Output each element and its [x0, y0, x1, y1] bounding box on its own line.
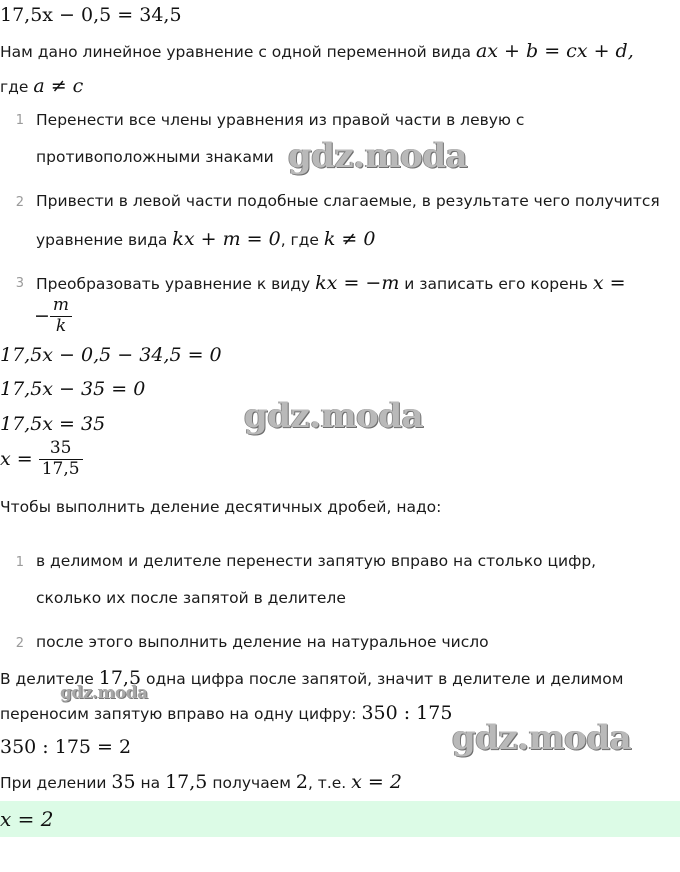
step-2-line-2 [36, 228, 375, 250]
header-equation: 17,5x − 0,5 = 34,5 [0, 4, 182, 26]
answer-box [0, 801, 680, 837]
explanation-math-2: 350 : 175 [361, 702, 453, 724]
step-2-math-a: kx + m = 0 [172, 228, 281, 250]
intro-line-1 [0, 40, 634, 62]
conclusion-text-b: на [135, 774, 166, 792]
watermark: gdz.moda [244, 396, 424, 436]
step-3-text-b: и записать его корень [399, 275, 593, 293]
division-step-1-line-1: в делимом и делителе перенести запятую вправо на столько цифр, [36, 552, 597, 570]
step-3-root-fraction [34, 296, 72, 336]
fraction [50, 296, 72, 336]
watermark: gdz.moda [452, 718, 632, 758]
step-3-text-a: Преобразовать уравнение к виду [36, 275, 316, 293]
step-number: 1 [15, 113, 24, 128]
step-2-math-b: k ≠ 0 [323, 228, 376, 250]
step-2-text-a: уравнение вида [36, 231, 173, 249]
conclusion-math-4: x = 2 [351, 771, 402, 793]
watermark: gdz.moda [288, 136, 468, 176]
division-step-2-line-1: после этого выполнить деление на натуральное число [36, 633, 489, 651]
conclusion-math-3: 2 [295, 771, 308, 793]
intro-text-1: Нам дано линейное уравнение с одной переменной вида [0, 43, 476, 61]
fraction-numerator: 35 [49, 438, 72, 458]
watermark: gdz.moda [60, 683, 148, 703]
solution-eq-4 [0, 439, 83, 479]
step-2-line-1: Привести в левой части подобные слагаемые, в результате чего получится [36, 192, 660, 210]
step-3-math-b: x = [592, 272, 626, 294]
explanation-text-1a: В делителе [0, 670, 99, 688]
fraction-denominator: k [50, 316, 72, 337]
step-number: 1 [15, 555, 24, 570]
fraction [39, 439, 83, 479]
conclusion-text-c: получаем [207, 774, 296, 792]
explanation-text-1b: одна цифра после запятой, значит в делителе и делимом [141, 670, 624, 688]
intro-text-2: где [0, 78, 34, 96]
conclusion-text-a: При делении [0, 774, 112, 792]
answer: x = 2 [0, 807, 54, 831]
step-number: 2 [15, 636, 24, 651]
step-number: 3 [15, 276, 24, 291]
division-intro: Чтобы выполнить деление десятичных дробей, надо: [0, 498, 442, 516]
minus-sign: − [34, 305, 50, 328]
explanation-math-1: 17,5 [98, 667, 142, 689]
fraction-numerator: m [52, 295, 70, 315]
conclusion-math-2: 17,5 [165, 771, 208, 793]
intro-math-1: ax + b = cx + d, [475, 40, 634, 62]
explanation-line-2 [0, 702, 452, 724]
intro-math-2: a ≠ c [33, 75, 84, 97]
solution-eq-1: 17,5x − 0,5 − 34,5 = 0 [0, 344, 222, 366]
intro-line-2 [0, 75, 83, 97]
division-step-1-line-2: сколько их после запятой в делителе [36, 589, 346, 607]
conclusion-line [0, 771, 402, 793]
conclusion-text-d: , т.е. [307, 774, 352, 792]
step-number: 2 [15, 195, 24, 210]
step-2-text-b: , где [280, 231, 324, 249]
explanation-text-2a: переносим запятую вправо на одну цифру: [0, 705, 362, 723]
step-1-line-1: Перенести все члены уравнения из правой части в левую с [36, 111, 525, 129]
solution-eq-2: 17,5x − 35 = 0 [0, 378, 146, 400]
division-result: 350 : 175 = 2 [0, 736, 132, 758]
step-3-line-1 [36, 272, 626, 294]
conclusion-math-1: 35 [111, 771, 136, 793]
solution-eq-3: 17,5x = 35 [0, 413, 106, 435]
fraction-denominator: 17,5 [39, 459, 83, 480]
step-3-math-a: kx = −m [315, 272, 400, 294]
solution-eq-4-lhs: x = [0, 448, 33, 471]
step-1-line-2: противоположными знаками [36, 148, 274, 166]
